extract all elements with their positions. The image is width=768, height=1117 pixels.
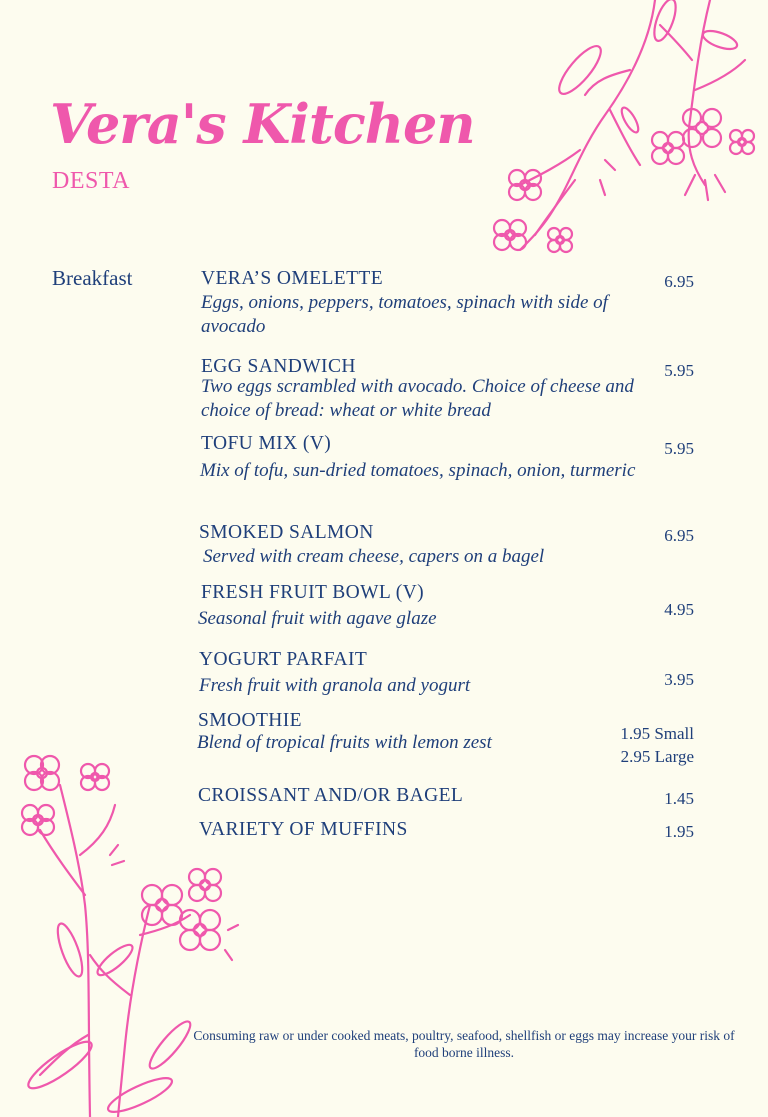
menu-section-label: Breakfast	[52, 266, 133, 290]
item-description: Eggs, onions, peppers, tomatoes, spinach with side of avocado	[201, 292, 608, 337]
item-description: Served with cream cheese, capers on a bagel	[203, 546, 545, 567]
item-description: Mix of tofu, sun-dried tomatoes, spinach, onion, turmeric	[200, 460, 636, 481]
item-price-small: 1.95 Small	[620, 724, 694, 743]
item-name: EGG SANDWICH	[201, 356, 356, 377]
item-description: Fresh fruit with granola and yogurt	[199, 675, 471, 696]
item-price: 5.95	[664, 439, 694, 458]
restaurant-subtitle: DESTA	[52, 168, 130, 194]
item-description: Blend of tropical fruits with lemon zest	[197, 732, 492, 753]
item-price: 1.95	[664, 822, 694, 841]
item-name: VERA’S OMELETTE	[201, 268, 384, 289]
restaurant-title: Vera's Kitchen	[50, 92, 475, 156]
food-safety-notice: Consuming raw or under cooked meats, poultry, seafood, shellfish or eggs may increase your risk of food borne illness.	[193, 1028, 735, 1060]
item-name: YOGURT PARFAIT	[199, 649, 368, 670]
item-description: Two eggs scrambled with avocado. Choice of cheese and choice of bread: wheat or white bread	[201, 376, 634, 421]
item-name: SMOOTHIE	[198, 710, 302, 731]
item-name: FRESH FRUIT BOWL (V)	[201, 582, 425, 603]
item-description: Seasonal fruit with agave glaze	[198, 608, 437, 629]
flower-branch-top-right-icon	[480, 0, 768, 270]
item-price: 3.95	[664, 670, 694, 689]
item-price: 6.95	[664, 526, 694, 545]
item-name: CROISSANT AND/OR BAGEL	[198, 785, 464, 806]
item-name: TOFU MIX (V)	[201, 433, 332, 454]
item-name: VARIETY OF MUFFINS	[199, 819, 408, 840]
item-name: SMOKED SALMON	[199, 522, 374, 543]
item-price-large: 2.95 Large	[620, 747, 694, 766]
item-price: 6.95	[664, 272, 694, 291]
item-price: 5.95	[664, 361, 694, 380]
item-price: 4.95	[664, 600, 694, 619]
item-price: 1.45	[664, 789, 694, 808]
